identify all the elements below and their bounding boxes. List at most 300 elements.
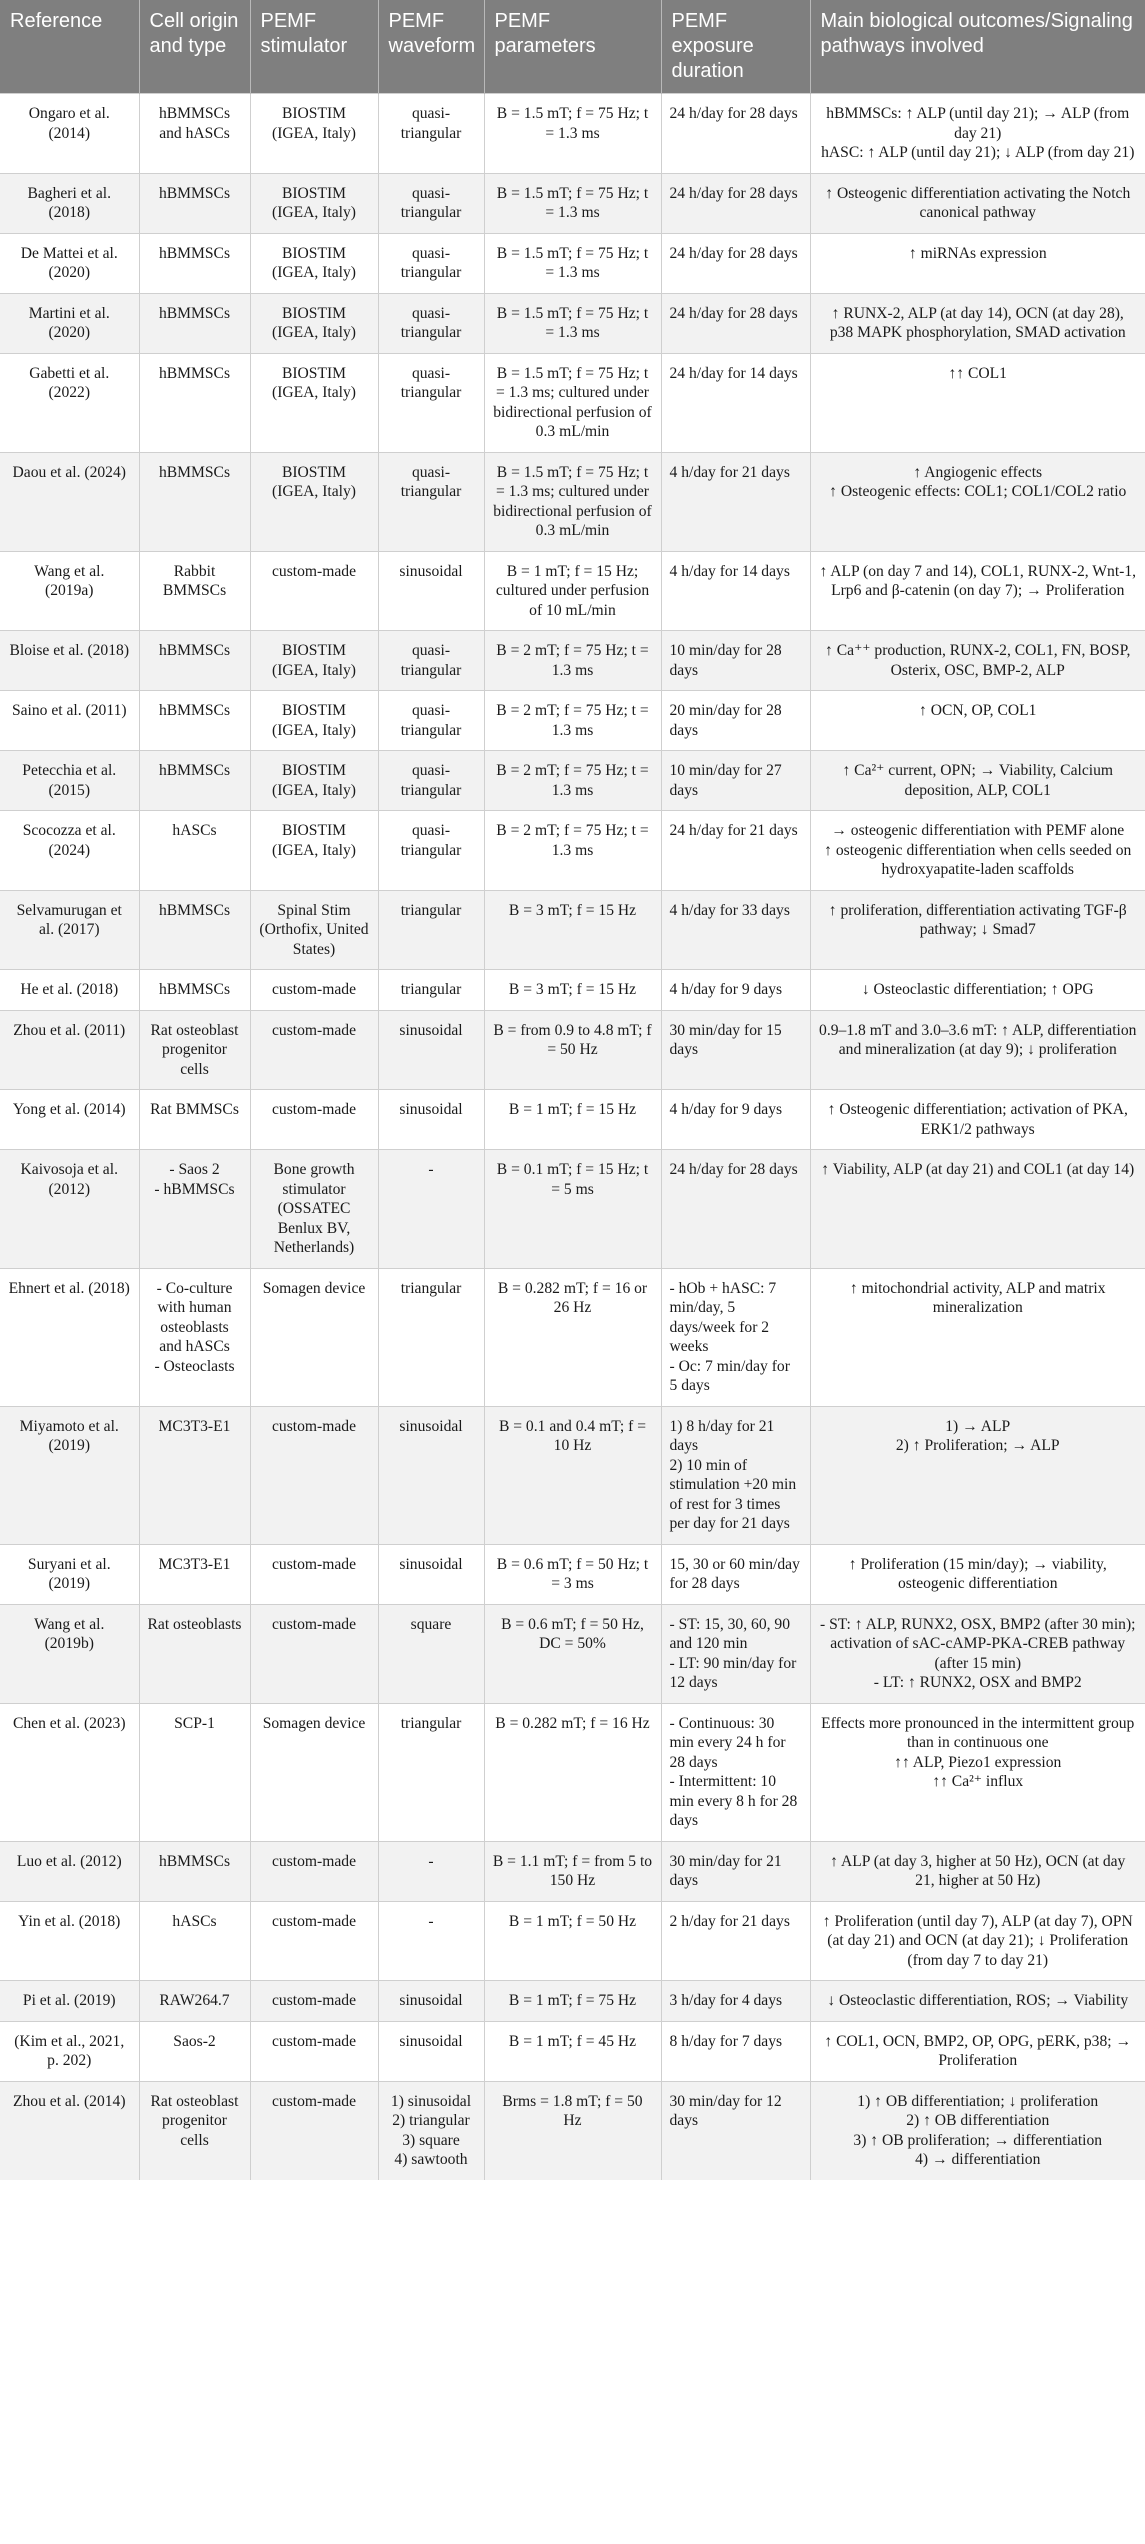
cell-waveform: [378, 1406, 484, 1544]
cell-duration-line: 24 h/day for 28 days: [669, 105, 798, 122]
cell-waveform-line: sinusoidal: [399, 1021, 463, 1039]
cell-origin-line: hBMMSCs: [158, 304, 231, 322]
cell-waveform-line: sinusoidal: [399, 1992, 463, 2009]
cell-outcomes: [810, 293, 1145, 353]
table-row: [0, 811, 1145, 891]
cell-stimulator: BIOSTIM (IGEA, Italy): [250, 233, 378, 293]
cell-stimulator: Bone growth stimulator (OSSATEC Benlux BV, Netherlands): [250, 1150, 378, 1269]
cell-stimulator: BIOSTIM (IGEA, Italy): [250, 293, 378, 353]
cell-stimulator: BIOSTIM (IGEA, Italy): [250, 173, 378, 233]
cell-waveform-line: quasi-triangular: [400, 702, 462, 739]
cell-origin-line: hBMMSCs: [158, 244, 231, 262]
cell-reference: Zhou et al. (2014): [0, 2081, 139, 2180]
cell-outcomes-line: ↑ Proliferation (15 min/day); → viability, osteogenic differentiation: [848, 1555, 1107, 1592]
cell-stimulator: Somagen device: [250, 1268, 378, 1406]
table-row: [0, 1150, 1145, 1269]
cell-outcomes-line: → osteogenic differentiation with PEMF alone: [831, 822, 1125, 839]
cell-waveform-line: quasi-triangular: [400, 463, 462, 500]
cell-duration-line: 3 h/day for 4 days: [669, 1992, 783, 2009]
cell-outcomes-line: 1) ↑ OB differentiation; ↓ proliferation: [857, 2092, 1099, 2110]
table-row: [0, 1703, 1145, 1841]
cell-origin: [139, 811, 250, 891]
cell-waveform: [378, 1268, 484, 1406]
cell-outcomes-line: ↑ OCN, OP, COL1: [919, 702, 1037, 719]
cell-outcomes-line: ↓ Osteoclastic differentiation, ROS; → Viability: [827, 1992, 1129, 2009]
cell-outcomes-line: ↑ mitochondrial activity, ALP and matrix mineralization: [849, 1279, 1106, 1316]
cell-parameters: B = 2 mT; f = 75 Hz; t = 1.3 ms: [484, 811, 661, 891]
cell-origin: [139, 173, 250, 233]
cell-parameters: B = 1 mT; f = 50 Hz: [484, 1901, 661, 1981]
cell-outcomes-line: ↑ Osteogenic differentiation; activation of PKA, ERK1/2 pathways: [827, 1101, 1128, 1138]
cell-duration: [661, 1406, 810, 1544]
cell-origin: [139, 1150, 250, 1269]
cell-duration-line: - LT: 90 min/day for 12 days: [669, 1654, 797, 1691]
cell-outcomes: [810, 1544, 1145, 1604]
cell-waveform-line: triangular: [400, 1279, 462, 1297]
cell-parameters: B = 0.282 mT; f = 16 Hz: [484, 1703, 661, 1841]
cell-outcomes-line: ↑ RUNX-2, ALP (at day 14), OCN (at day 28), p38 MAPK phosphorylation, SMAD activation: [829, 304, 1126, 341]
cell-stimulator: custom-made: [250, 1544, 378, 1604]
table-row: [0, 1268, 1145, 1406]
cell-waveform: [378, 1901, 484, 1981]
cell-waveform: [378, 1090, 484, 1150]
cell-duration: [661, 631, 810, 691]
table-row: [0, 1010, 1145, 1090]
cell-outcomes-line: 3) ↑ OB proliferation; → differentiation: [853, 2131, 1103, 2149]
cell-parameters: B = 1.5 mT; f = 75 Hz; t = 1.3 ms: [484, 173, 661, 233]
cell-origin: [139, 631, 250, 691]
cell-duration-line: - Intermittent: 10 min every 8 h for 28 days: [669, 1773, 798, 1829]
cell-duration: [661, 353, 810, 452]
cell-duration-line: - Continuous: 30 min every 24 h for 28 days: [669, 1714, 786, 1771]
cell-waveform-line: sinusoidal: [399, 1555, 463, 1573]
cell-waveform: [378, 970, 484, 1011]
cell-outcomes-line: hASC: ↑ ALP (until day 21); ↓ ALP (from day 21): [821, 144, 1135, 161]
cell-waveform: [378, 233, 484, 293]
cell-reference: Miyamoto et al. (2019): [0, 1406, 139, 1544]
cell-origin-line: Rabbit BMMSCs: [162, 562, 227, 599]
cell-reference: Yong et al. (2014): [0, 1090, 139, 1150]
cell-waveform-line: quasi-triangular: [400, 642, 462, 679]
cell-reference: Wang et al. (2019b): [0, 1604, 139, 1703]
cell-waveform-line: quasi-triangular: [400, 364, 462, 401]
cell-stimulator: BIOSTIM (IGEA, Italy): [250, 452, 378, 551]
cell-waveform: [378, 691, 484, 751]
cell-waveform-line: quasi-triangular: [400, 304, 462, 341]
table-body: [0, 94, 1145, 2180]
cell-waveform-line: 2) triangular: [392, 2112, 470, 2129]
cell-duration-line: 30 min/day for 12 days: [669, 2092, 782, 2129]
cell-parameters: B = 1.1 mT; f = from 5 to 150 Hz: [484, 1841, 661, 1901]
cell-waveform-line: quasi-triangular: [400, 105, 462, 142]
header-outcomes: Main biological outcomes/Signaling pathways involved: [810, 0, 1145, 94]
cell-reference: Yin et al. (2018): [0, 1901, 139, 1981]
table-row: [0, 751, 1145, 811]
cell-origin-line: Rat BMMSCs: [150, 1101, 239, 1118]
cell-origin: [139, 1268, 250, 1406]
cell-parameters: Brms = 1.8 mT; f = 50 Hz: [484, 2081, 661, 2180]
cell-outcomes-line: ↑ ALP (on day 7 and 14), COL1, RUNX-2, Wnt-1, Lrp6 and β-catenin (on day 7); → Proliferation: [819, 562, 1137, 599]
cell-duration-line: 24 h/day for 14 days: [669, 364, 798, 382]
cell-waveform: [378, 890, 484, 970]
cell-origin-line: hASCs: [172, 1912, 217, 1930]
cell-outcomes: [810, 2081, 1145, 2180]
cell-duration-line: 20 min/day for 28 days: [669, 702, 782, 739]
table-row: [0, 2081, 1145, 2180]
cell-origin: [139, 353, 250, 452]
cell-waveform: [378, 2021, 484, 2081]
cell-duration-line: 24 h/day for 28 days: [669, 184, 798, 202]
cell-parameters: B = 0.6 mT; f = 50 Hz; t = 3 ms: [484, 1544, 661, 1604]
cell-parameters: B = 1 mT; f = 15 Hz: [484, 1090, 661, 1150]
cell-waveform-line: sinusoidal: [399, 1101, 463, 1118]
table-row: [0, 173, 1145, 233]
cell-duration-line: 4 h/day for 21 days: [669, 463, 790, 481]
cell-origin-line: Rat osteoblast progenitor cells: [150, 1021, 239, 1078]
cell-origin-line: hBMMSCs: [158, 762, 231, 779]
cell-waveform-line: sinusoidal: [399, 562, 463, 580]
cell-parameters: B = 1.5 mT; f = 75 Hz; t = 1.3 ms: [484, 233, 661, 293]
cell-reference: Wang et al. (2019a): [0, 551, 139, 631]
cell-outcomes: [810, 1010, 1145, 1090]
cell-duration-line: 24 h/day for 28 days: [669, 304, 798, 322]
cell-stimulator: BIOSTIM (IGEA, Italy): [250, 751, 378, 811]
cell-duration-line: - Oc: 7 min/day for 5 days: [669, 1357, 790, 1394]
cell-parameters: B = 1 mT; f = 45 Hz: [484, 2021, 661, 2081]
cell-reference: Bloise et al. (2018): [0, 631, 139, 691]
cell-outcomes-line: ↑↑ COL1: [948, 364, 1007, 382]
cell-stimulator: custom-made: [250, 1406, 378, 1544]
cell-duration: [661, 1604, 810, 1703]
cell-outcomes: [810, 890, 1145, 970]
cell-origin: [139, 691, 250, 751]
cell-duration: [661, 1268, 810, 1406]
cell-duration-line: 4 h/day for 33 days: [669, 901, 790, 919]
cell-duration: [661, 2021, 810, 2081]
cell-parameters: B = 2 mT; f = 75 Hz; t = 1.3 ms: [484, 751, 661, 811]
cell-reference: Scocozza et al. (2024): [0, 811, 139, 891]
cell-reference: Daou et al. (2024): [0, 452, 139, 551]
cell-duration: [661, 691, 810, 751]
cell-duration-line: 30 min/day for 15 days: [669, 1021, 782, 1058]
cell-origin: [139, 970, 250, 1011]
cell-origin-line: hBMMSCs: [158, 981, 231, 998]
cell-origin-line: - Co-culture with human osteoblasts and hASCs: [156, 1279, 233, 1355]
cell-parameters: B = 0.282 mT; f = 16 or 26 Hz: [484, 1268, 661, 1406]
cell-outcomes-line: 0.9–1.8 mT and 3.0–3.6 mT: ↑ ALP, differentiation and mineralization (at day 9); ↓ proliferation: [819, 1021, 1137, 1058]
cell-duration: [661, 1010, 810, 1090]
cell-parameters: B = from 0.9 to 4.8 mT; f = 50 Hz: [484, 1010, 661, 1090]
cell-waveform: [378, 1841, 484, 1901]
table-row: [0, 890, 1145, 970]
cell-reference: Ehnert et al. (2018): [0, 1268, 139, 1406]
cell-outcomes-line: ↓ Osteoclastic differentiation; ↑ OPG: [861, 981, 1094, 998]
cell-duration: [661, 1703, 810, 1841]
cell-reference: Zhou et al. (2011): [0, 1010, 139, 1090]
cell-outcomes: [810, 1604, 1145, 1703]
cell-origin-line: hBMMSCs: [158, 901, 231, 919]
cell-origin: [139, 1703, 250, 1841]
cell-outcomes-line: ↑ Ca²⁺ current, OPN; → Viability, Calcium deposition, ALP, COL1: [842, 762, 1114, 799]
cell-duration-line: 2) 10 min of stimulation +20 min of rest for 3 times per day for 21 days: [669, 1456, 797, 1532]
cell-reference: He et al. (2018): [0, 970, 139, 1011]
cell-waveform: [378, 1981, 484, 2022]
table-row: [0, 1981, 1145, 2022]
table-row: [0, 1544, 1145, 1604]
cell-reference: Chen et al. (2023): [0, 1703, 139, 1841]
cell-waveform: [378, 551, 484, 631]
cell-waveform: [378, 1544, 484, 1604]
cell-duration-line: 10 min/day for 27 days: [669, 762, 782, 799]
cell-stimulator: BIOSTIM (IGEA, Italy): [250, 353, 378, 452]
cell-origin: [139, 1841, 250, 1901]
table-row: [0, 1604, 1145, 1703]
cell-origin: [139, 1010, 250, 1090]
cell-origin: [139, 890, 250, 970]
cell-waveform-line: 4) sawtooth: [394, 2151, 468, 2168]
cell-duration-line: 30 min/day for 21 days: [669, 1852, 782, 1889]
header-stimulator: PEMF stimulator: [250, 0, 378, 94]
cell-outcomes-line: ↑ osteogenic differentiation when cells seeded on hydroxyapatite-laden scaffolds: [824, 841, 1132, 878]
cell-outcomes: [810, 751, 1145, 811]
cell-duration: [661, 2081, 810, 2180]
cell-duration: [661, 1901, 810, 1981]
table-row: [0, 353, 1145, 452]
cell-waveform: [378, 2081, 484, 2180]
header-waveform: PEMF waveform: [378, 0, 484, 94]
cell-reference: Pi et al. (2019): [0, 1981, 139, 2022]
cell-duration-line: 2 h/day for 21 days: [669, 1912, 790, 1930]
cell-reference: Selvamurugan et al. (2017): [0, 890, 139, 970]
cell-outcomes: [810, 353, 1145, 452]
cell-origin-line: Rat osteoblast progenitor cells: [150, 2092, 239, 2149]
cell-origin: [139, 452, 250, 551]
table-row: [0, 551, 1145, 631]
table-row: [0, 94, 1145, 174]
header-cell-origin: Cell origin and type: [139, 0, 250, 94]
cell-stimulator: BIOSTIM (IGEA, Italy): [250, 811, 378, 891]
cell-waveform-line: quasi-triangular: [400, 244, 462, 281]
table-row: [0, 631, 1145, 691]
cell-duration: [661, 890, 810, 970]
cell-outcomes-line: - ST: ↑ ALP, RUNX2, OSX, BMP2 (after 30 min); activation of sAC-cAMP-PKA-CREB pathway (after 15 min): [820, 1615, 1136, 1672]
cell-origin-line: - hBMMSCs: [154, 1180, 235, 1198]
cell-duration: [661, 970, 810, 1011]
cell-outcomes-line: ↑ COL1, OCN, BMP2, OP, OPG, pERK, p38; → Proliferation: [824, 2032, 1132, 2069]
cell-stimulator: Somagen device: [250, 1703, 378, 1841]
cell-origin-line: hBMMSCs: [158, 1852, 231, 1870]
cell-outcomes: [810, 631, 1145, 691]
table-row: [0, 970, 1145, 1011]
cell-origin-line: - Osteoclasts: [154, 1357, 235, 1375]
cell-parameters: B = 1 mT; f = 75 Hz: [484, 1981, 661, 2022]
cell-duration-line: - hOb + hASC: 7 min/day, 5 days/week for 2 weeks: [669, 1279, 777, 1355]
cell-duration-line: 15, 30 or 60 min/day for 28 days: [669, 1555, 800, 1592]
cell-outcomes: [810, 94, 1145, 174]
cell-origin-line: hASCs: [172, 822, 217, 839]
cell-outcomes: [810, 970, 1145, 1011]
cell-duration-line: 4 h/day for 9 days: [669, 981, 783, 998]
cell-outcomes-line: Effects more pronounced in the intermittent group than in continuous one: [821, 1714, 1135, 1751]
cell-waveform: [378, 631, 484, 691]
header-parameters: PEMF parameters: [484, 0, 661, 94]
cell-parameters: B = 1.5 mT; f = 75 Hz; t = 1.3 ms; cultured under bidirectional perfusion of 0.3 mL/min: [484, 353, 661, 452]
cell-waveform-line: quasi-triangular: [400, 762, 462, 799]
cell-duration: [661, 1841, 810, 1901]
cell-outcomes: [810, 1841, 1145, 1901]
cell-waveform-line: 1) sinusoidal: [390, 2092, 472, 2110]
cell-reference: Gabetti et al. (2022): [0, 353, 139, 452]
cell-origin: [139, 1901, 250, 1981]
cell-duration: [661, 551, 810, 631]
cell-waveform: [378, 353, 484, 452]
cell-outcomes-line: - LT: ↑ RUNX2, OSX and BMP2: [873, 1674, 1082, 1691]
cell-outcomes-line: hBMMSCs: ↑ ALP (until day 21); → ALP (from day 21): [826, 105, 1130, 142]
cell-stimulator: custom-made: [250, 1010, 378, 1090]
cell-stimulator: custom-made: [250, 1981, 378, 2022]
cell-waveform: [378, 1703, 484, 1841]
cell-origin-line: hBMMSCs and hASCs: [158, 105, 231, 142]
table-row: [0, 452, 1145, 551]
cell-parameters: B = 1.5 mT; f = 75 Hz; t = 1.3 ms: [484, 94, 661, 174]
cell-duration-line: - ST: 15, 30, 60, 90 and 120 min: [669, 1615, 791, 1652]
cell-duration-line: 8 h/day for 7 days: [669, 2032, 783, 2050]
header-exposure-duration: PEMF exposure duration: [661, 0, 810, 94]
cell-outcomes-line: ↑↑ Ca²⁺ influx: [932, 1773, 1024, 1790]
cell-waveform-line: square: [410, 1615, 452, 1633]
cell-stimulator: custom-made: [250, 2021, 378, 2081]
cell-outcomes-line: ↑ ALP (at day 3, higher at 50 Hz), OCN (at day 21, higher at 50 Hz): [830, 1852, 1126, 1889]
cell-reference: Luo et al. (2012): [0, 1841, 139, 1901]
cell-parameters: B = 2 mT; f = 75 Hz; t = 1.3 ms: [484, 691, 661, 751]
cell-outcomes: [810, 1268, 1145, 1406]
cell-duration: [661, 811, 810, 891]
cell-waveform-line: -: [428, 1161, 434, 1178]
cell-origin-line: RAW264.7: [159, 1992, 230, 2009]
cell-stimulator: custom-made: [250, 1604, 378, 1703]
cell-waveform-line: sinusoidal: [399, 2032, 463, 2050]
cell-parameters: B = 1.5 mT; f = 75 Hz; t = 1.3 ms; cultured under bidirectional perfusion of 0.3 mL/min: [484, 452, 661, 551]
cell-outcomes-line: 4) → differentiation: [915, 2151, 1041, 2168]
cell-reference: Kaivosoja et al. (2012): [0, 1150, 139, 1269]
cell-outcomes-line: 2) ↑ OB differentiation: [906, 2112, 1050, 2129]
cell-duration: [661, 173, 810, 233]
cell-waveform: [378, 94, 484, 174]
cell-outcomes: [810, 1901, 1145, 1981]
cell-outcomes: [810, 1090, 1145, 1150]
cell-waveform: [378, 452, 484, 551]
cell-waveform-line: quasi-triangular: [400, 184, 462, 221]
header-row: [0, 0, 1145, 94]
cell-waveform: [378, 811, 484, 891]
cell-waveform: [378, 293, 484, 353]
cell-stimulator: BIOSTIM (IGEA, Italy): [250, 631, 378, 691]
table-row: [0, 691, 1145, 751]
cell-origin-line: hBMMSCs: [158, 364, 231, 382]
cell-waveform-line: triangular: [400, 1714, 462, 1732]
cell-duration: [661, 94, 810, 174]
cell-duration: [661, 1544, 810, 1604]
cell-stimulator: Spinal Stim (Orthofix, United States): [250, 890, 378, 970]
cell-waveform-line: sinusoidal: [399, 1417, 463, 1435]
cell-parameters: B = 3 mT; f = 15 Hz: [484, 970, 661, 1011]
cell-duration: [661, 293, 810, 353]
cell-origin: [139, 1981, 250, 2022]
cell-duration-line: 4 h/day for 14 days: [669, 562, 790, 580]
cell-duration: [661, 1981, 810, 2022]
cell-waveform-line: 3) square: [402, 2131, 460, 2149]
cell-stimulator: custom-made: [250, 1901, 378, 1981]
cell-origin: [139, 551, 250, 631]
cell-outcomes-line: ↑ proliferation, differentiation activating TGF-β pathway; ↓ Smad7: [828, 901, 1127, 938]
cell-waveform: [378, 1604, 484, 1703]
table-row: [0, 1901, 1145, 1981]
cell-origin: [139, 1544, 250, 1604]
cell-reference: De Mattei et al. (2020): [0, 233, 139, 293]
cell-duration: [661, 233, 810, 293]
cell-outcomes: [810, 811, 1145, 891]
table-row: [0, 2021, 1145, 2081]
cell-origin: [139, 751, 250, 811]
cell-origin-line: Rat osteoblasts: [147, 1615, 242, 1633]
cell-parameters: B = 0.1 and 0.4 mT; f = 10 Hz: [484, 1406, 661, 1544]
cell-parameters: B = 3 mT; f = 15 Hz: [484, 890, 661, 970]
cell-waveform: [378, 751, 484, 811]
cell-outcomes-line: ↑ Viability, ALP (at day 21) and COL1 (at day 14): [821, 1161, 1135, 1178]
cell-parameters: B = 0.6 mT; f = 50 Hz, DC = 50%: [484, 1604, 661, 1703]
cell-reference: Saino et al. (2011): [0, 691, 139, 751]
cell-outcomes-line: ↑ miRNAs expression: [908, 244, 1047, 262]
cell-duration: [661, 452, 810, 551]
cell-waveform-line: quasi-triangular: [400, 822, 462, 859]
table-row: [0, 1841, 1145, 1901]
cell-duration: [661, 1090, 810, 1150]
cell-origin: [139, 1090, 250, 1150]
cell-outcomes-line: ↑↑ ALP, Piezo1 expression: [894, 1753, 1062, 1771]
cell-origin: [139, 94, 250, 174]
cell-waveform: [378, 1150, 484, 1269]
cell-origin: [139, 293, 250, 353]
table-row: [0, 1406, 1145, 1544]
cell-waveform-line: triangular: [400, 901, 462, 919]
cell-origin: [139, 1604, 250, 1703]
cell-outcomes: [810, 1981, 1145, 2022]
cell-duration-line: 24 h/day for 28 days: [669, 244, 798, 262]
cell-outcomes-line: ↑ Ca⁺⁺ production, RUNX-2, COL1, FN, BOSP, Osterix, OSC, BMP-2, ALP: [825, 642, 1131, 679]
cell-waveform-line: -: [428, 1852, 434, 1870]
cell-origin-line: SCP-1: [174, 1714, 215, 1732]
cell-origin-line: MC3T3-E1: [158, 1417, 231, 1435]
cell-outcomes-line: 2) ↑ Proliferation; → ALP: [895, 1437, 1060, 1454]
cell-parameters: B = 0.1 mT; f = 15 Hz; t = 5 ms: [484, 1150, 661, 1269]
cell-outcomes-line: 1) → ALP: [945, 1417, 1011, 1435]
cell-outcomes: [810, 233, 1145, 293]
cell-stimulator: BIOSTIM (IGEA, Italy): [250, 691, 378, 751]
cell-outcomes: [810, 2021, 1145, 2081]
cell-duration-line: 24 h/day for 21 days: [669, 822, 798, 839]
cell-reference: Suryani et al. (2019): [0, 1544, 139, 1604]
cell-origin: [139, 1406, 250, 1544]
cell-origin-line: hBMMSCs: [158, 642, 231, 659]
cell-waveform: [378, 173, 484, 233]
table-row: [0, 1090, 1145, 1150]
cell-reference: Martini et al. (2020): [0, 293, 139, 353]
cell-parameters: B = 2 mT; f = 75 Hz; t = 1.3 ms: [484, 631, 661, 691]
cell-origin: [139, 2081, 250, 2180]
cell-duration: [661, 751, 810, 811]
cell-parameters: B = 1.5 mT; f = 75 Hz; t = 1.3 ms: [484, 293, 661, 353]
cell-stimulator: custom-made: [250, 2081, 378, 2180]
